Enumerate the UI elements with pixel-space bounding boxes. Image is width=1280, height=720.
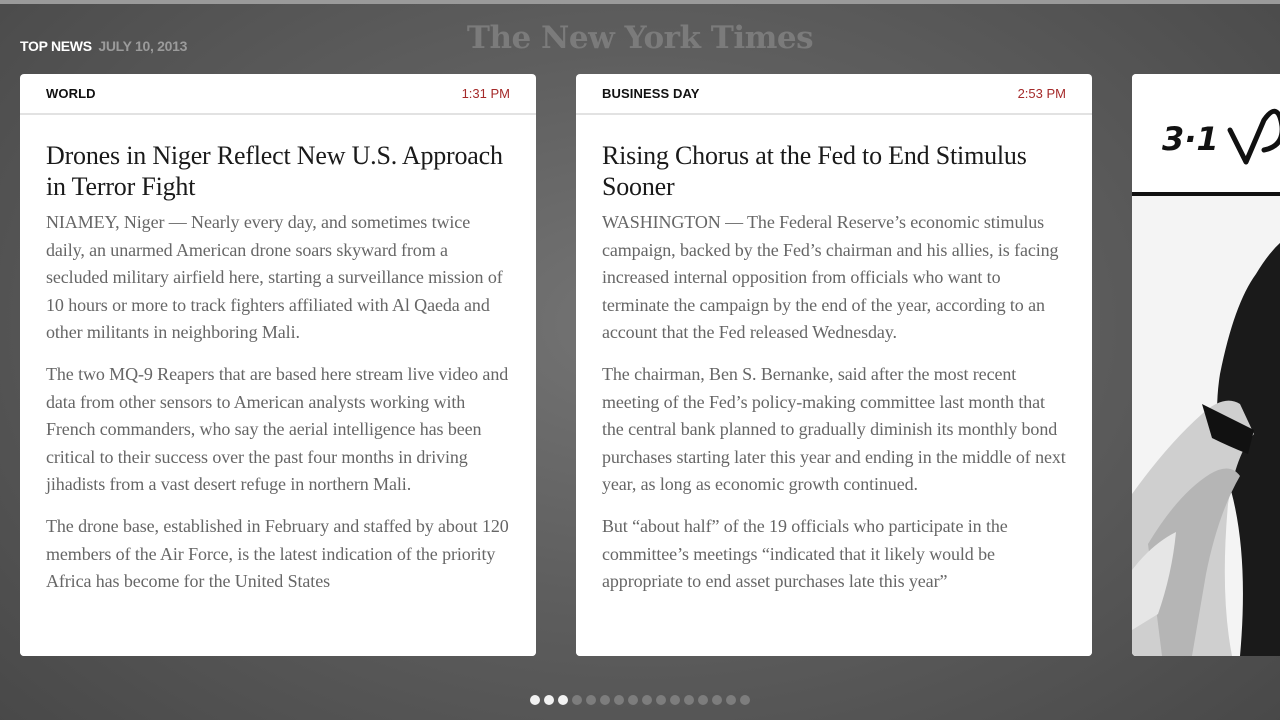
pagination-dot[interactable] [544, 695, 554, 705]
article-body [602, 209, 1066, 596]
article-card-world[interactable] [20, 74, 536, 656]
pagination-dot[interactable] [558, 695, 568, 705]
pagination-dot[interactable] [656, 695, 666, 705]
article-body [46, 209, 510, 596]
pagination-dot[interactable] [586, 695, 596, 705]
pagination-dot[interactable] [642, 695, 652, 705]
masthead-logo: The New York Times [466, 20, 814, 56]
photo-article-card[interactable] [1132, 74, 1280, 656]
card-header [576, 74, 1092, 115]
article-paragraph: The chairman, Ben S. Bernanke, said after the most recent meeting of the Fed’s policy-making committee last month that the central bank planned to gradually diminish its monthly bond purchases starting later this year and ending in the middle of next year, as long as economic growth continued. [602, 363, 1066, 495]
article-paragraph: The two MQ-9 Reapers that are based here stream live video and data from other sensors to American analysts working with French commanders, who say the aerial intelligence has been critical to their success over the past four months in driving jihadists from a vast desert refuge in northern Mali. [46, 363, 509, 495]
pagination-dot[interactable] [712, 695, 722, 705]
article-photo [1132, 74, 1280, 656]
article-headline[interactable]: Rising Chorus at the Fed to End Stimulus Sooner [602, 141, 1027, 201]
article-paragraph: But “about half” of the 19 officials who participate in the committee’s meetings “indicated that it likely would be appropriate to end asset purchases late this year” [602, 515, 1008, 592]
pagination-dot[interactable] [600, 695, 610, 705]
pagination-dot[interactable] [740, 695, 750, 705]
section-date: JULY 10, 2013 [98, 38, 188, 54]
pagination-dots [0, 695, 1280, 705]
pagination-dot[interactable] [670, 695, 680, 705]
pagination-dot[interactable] [684, 695, 694, 705]
article-time: 1:31 PM [461, 86, 510, 101]
article-paragraph: NIAMEY, Niger — Nearly every day, and sometimes twice daily, an unarmed American drone soars skyward from a secluded military airfield here, starting a surveillance mission of 10 hours or more to track fighters affiliated with Al Qaeda and other militants in neighboring Mali. [46, 212, 503, 343]
article-paragraph: The drone base, established in February and staffed by about 120 members of the Air Force, is the latest indication of the priority Africa has become for the United States [46, 515, 509, 592]
text-fade [576, 592, 1092, 656]
pagination-dot[interactable] [614, 695, 624, 705]
article-paragraph: WASHINGTON — The Federal Reserve’s economic stimulus campaign, backed by the Fed’s chairman and his allies, is facing increased internal opposition from officials who want to terminate the campaign by the end of the year, according to an account that the Fed released Wednesday. [602, 212, 1059, 343]
text-fade [20, 592, 536, 656]
article-card-business[interactable] [576, 74, 1092, 656]
article-headline[interactable]: Drones in Niger Reflect New U.S. Approach in Terror Fight [46, 141, 503, 201]
section-label[interactable]: TOP NEWS [20, 38, 92, 54]
photo-caption: 3·1 [1162, 120, 1219, 158]
pagination-dot[interactable] [530, 695, 540, 705]
article-kicker[interactable]: WORLD [46, 86, 96, 101]
card-header [20, 74, 536, 115]
pagination-dot[interactable] [572, 695, 582, 705]
article-time: 2:53 PM [1017, 86, 1066, 101]
pagination-dot[interactable] [726, 695, 736, 705]
top-strip [0, 0, 1280, 4]
pagination-dot[interactable] [628, 695, 638, 705]
pagination-dot[interactable] [698, 695, 708, 705]
article-kicker[interactable]: BUSINESS DAY [602, 86, 700, 101]
